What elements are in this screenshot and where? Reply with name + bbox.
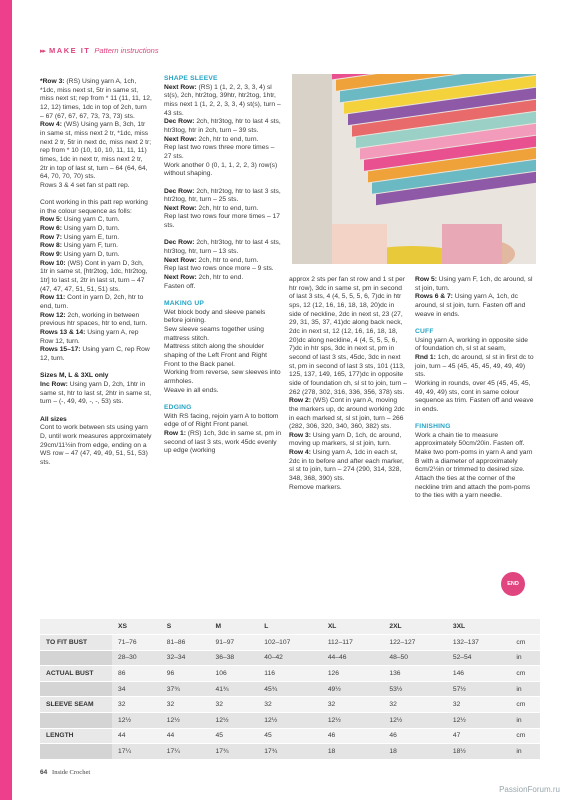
row-label: Dec Row: [164,187,195,195]
instruction-paragraph [164,343,282,369]
measurement-value: 86 [112,666,161,682]
row-text: Working in rounds, over 45 (45, 45, 45, 49, 49, 49) sts, cont in same colour sequence as trim. Fasten off and weave in ends. [415,379,534,413]
size-header-cell: 2XL [383,619,447,635]
instruction-paragraph [164,213,282,230]
size-row [40,650,540,666]
instruction-paragraph [164,326,282,343]
row-label: Row 11: [40,294,66,302]
section-heading: FINISHING [415,423,451,431]
row-text: (WS) Cont in yarn D, 3ch, 1tr in same st, [htr2tog, 1dc, htr2tog, 1tr] to last st, 2tr in last st, turn – 47 (47, 47, 47, 51, 51, 51) sts. [40,259,148,293]
row-label: Next Row: [164,135,197,143]
paragraph-gap [40,364,152,373]
measurement-value: 49½ [322,681,384,697]
size-row [40,744,540,760]
instructions-column-2 [164,75,282,456]
section-heading: CUFF [415,327,434,335]
measurement-label: TO FIT BUST [40,635,112,651]
row-label: Row 8: [40,242,62,250]
measurement-value: 17¾ [210,744,259,760]
row-text: With RS facing, rejoin yarn A to bottom edge of of Right Front panel. [164,412,279,429]
instruction-paragraph [40,234,152,243]
measurement-value: 44 [161,728,210,744]
instruction-paragraph [164,136,282,145]
size-header-cell: M [210,619,259,635]
row-label: Row 12: [40,311,66,319]
row-text: 2ch, htr to end, turn. [196,204,259,212]
section-subtitle: Pattern instructions [94,46,159,55]
row-text: Using yarn F, turn. [61,242,119,250]
row-text: Using yarn E, turn. [61,233,120,241]
measurement-value: 45 [258,728,322,744]
row-label: Sizes M, L & 3XL only [40,372,109,380]
row-text: 2ch, htr to end. [196,274,244,282]
measurement-label [40,650,112,666]
watermark: PassionForum.ru [499,785,560,794]
cardigan-sleeve-illustration [292,74,536,264]
unit-cell: cm [510,635,540,651]
instruction-paragraph [164,283,282,292]
row-text: Using yarn A, working in opposite side of foundation ch, sl st at seam, [415,336,529,353]
paragraph-gap [164,231,282,240]
instruction-paragraph [415,337,535,354]
row-label: Row 5: [40,216,62,224]
measurement-value: 132–137 [447,635,511,651]
unit-cell: in [510,681,540,697]
instruction-paragraph [415,293,535,319]
measurement-value: 112–117 [322,635,384,651]
row-text: Work a chain tie to measure approximately 50cm/20in. Fasten off. [415,431,525,448]
row-text: 2ch, htr to end, turn. [196,256,259,264]
row-label: Rnd 1: [415,353,436,361]
row-text: Rows 3 & 4 set fan st patt rep. [40,181,130,189]
instruction-paragraph [40,199,152,216]
magazine-name: Inside Crochet [52,769,91,776]
measurement-value: 12½ [258,713,322,729]
section-heading: EDGING [164,403,192,411]
row-label: Row 5: [415,276,437,283]
row-text: approx 2 sts per fan st row and 1 st per htr row), 3dc in same st, pm in second of last 3 sts, 4 (4, 5, 5, 5, 6, 7)dc in htr sps, 12 (12, 16, 16, 18, 18, 20)dc in side of neckline, 2dc in next st, 23 (27, 29, 31, 35, 37, 41)dc along back neck, 2dc in next st, 12 (12, 16, 16, 18, 18, 20)dc along neckline, 4 (4, 5, 5, 5, 6, 7)dc in htr sps, 3dc in next st, pm in second of last 3 sts, 45dc, 3dc in next st, pm in second of last 3 sts, 101 (113, 125, 137, 149, 165, 177)dc in opposite side of foundation ch, sl st to join, turn – 262 (278, 302, 316, 336, 356, 378) sts. [289,276,407,396]
paragraph-gap [40,407,152,416]
size-header-cell: 3XL [447,619,511,635]
instruction-paragraph [164,274,282,283]
measurement-value: 32 [322,697,384,713]
measurement-value: 46 [383,728,447,744]
instruction-paragraph [164,118,282,135]
row-text: 2ch, working in between previous htr spaces, htr to end, turn. [40,311,148,328]
measurement-value: 32 [383,697,447,713]
page-number: 64 [40,769,48,776]
row-label: Next Row: [164,83,197,91]
size-header-cell: L [258,619,322,635]
instruction-paragraph [40,121,152,182]
row-label: Row 4: [40,121,62,129]
row-label: Next Row: [164,204,197,212]
instructions-column-3 [289,276,407,492]
instruction-paragraph [164,369,282,386]
size-header-row [40,619,540,635]
row-text: Using yarn A, 1ch, dc around, sl st join, turn. Fasten off and weave in ends. [415,293,526,318]
unit-cell: cm [510,697,540,713]
instruction-paragraph [289,484,407,493]
measurement-value: 91–97 [210,635,259,651]
measurement-value: 17¼ [161,744,210,760]
cardigan-photo [292,74,536,264]
instruction-paragraph [415,380,535,415]
size-row [40,728,540,744]
measurement-value: 17¾ [258,744,322,760]
measurement-label: SLEEVE SEAM [40,697,112,713]
instruction-paragraph [415,432,535,449]
size-header-cell [510,619,540,635]
row-text: Remove markers. [289,483,342,491]
row-text: Mattress stitch along the shoulder shaping of the Left Front and Right Front to the Back panel. [164,343,267,368]
measurement-value: 116 [258,666,322,682]
instruction-paragraph [40,329,152,346]
pink-edge-bar [0,0,12,800]
measurement-value: 41¾ [210,681,259,697]
measurement-label [40,713,112,729]
section-title: MAKE IT [49,46,91,55]
row-text: Using yarn A, 1dc in each st, 2dc in to before and after each marker, sl st to join, turn – 274 (290, 314, 328, 348, 368, 390) sts. [289,449,404,483]
paragraph-gap [164,179,282,188]
paragraph-gap [164,291,282,300]
measurement-value: 32 [112,697,161,713]
measurement-value: 18 [383,744,447,760]
row-label: Row 1: [164,429,186,437]
paragraph-gap [415,414,535,423]
instruction-paragraph [289,276,407,397]
row-text: Rep last two rows three more times – 27 sts. [164,144,275,160]
instruction-paragraph [164,162,282,179]
measurement-value: 32 [258,697,322,713]
measurement-value: 126 [322,666,384,682]
measurement-value: 18½ [447,744,511,760]
instruction-paragraph [164,265,282,274]
end-badge: END [501,572,525,596]
size-header-cell: XS [112,619,161,635]
measurement-value: 102–107 [258,635,322,651]
measurement-value: 53½ [383,681,447,697]
measurement-value: 40–42 [258,650,322,666]
row-text: Make two pom-poms in yarn A and yarn B with a diameter of approximately 6cm/2½in or trimmed to desired size. [415,449,533,474]
instruction-paragraph [164,239,282,256]
measurement-value: 12½ [383,713,447,729]
instruction-paragraph [40,78,152,121]
instruction-paragraph [164,144,282,161]
size-row [40,666,540,682]
row-text: Weave in all ends. [164,386,219,394]
unit-cell: cm [510,728,540,744]
row-label: *Row 3: [40,78,65,85]
instruction-paragraph [40,260,152,295]
row-text: Cont working in this patt rep working in the colour sequence as folls: [40,199,148,215]
row-label: Row 9: [40,251,62,259]
unit-cell: in [510,650,540,666]
paragraph-gap [164,395,282,404]
measurement-label [40,744,112,760]
instruction-paragraph [164,413,282,430]
measurement-value: 34 [112,681,161,697]
measurement-value: 36–38 [210,650,259,666]
instruction-paragraph [164,309,282,326]
size-header-cell: S [161,619,210,635]
instruction-paragraph [40,225,152,234]
row-text: Using yarn A, rep Row 12, turn. [40,329,139,345]
instruction-paragraph [289,432,407,449]
instruction-paragraph [40,216,152,225]
instruction-paragraph [164,205,282,214]
measurement-value: 12½ [322,713,384,729]
measurement-value: 12½ [447,713,511,729]
row-label: Rows 15–17: [40,346,81,354]
row-text: Fasten off. [164,282,196,290]
row-label: Row 3: [289,431,311,439]
row-text: Rep last two rows four more times – 17 sts. [164,213,280,230]
section-header [40,46,159,55]
measurement-value: 146 [447,666,511,682]
size-table [40,619,540,760]
instruction-paragraph [164,257,282,266]
row-text: Using yarn D, turn. [61,251,120,259]
measurement-value: 45 [210,728,259,744]
size-row [40,635,540,651]
instruction-paragraph [164,188,282,205]
row-text: Attach the ties at the corner of the neckline trim and attach the pom-poms to the ties with a yarn needle. [415,475,531,500]
size-row [40,697,540,713]
row-text: Working from reverse, sew sleeves into armholes. [164,369,281,385]
unit-cell: cm [510,666,540,682]
instruction-paragraph [40,242,152,251]
row-label: Row 10: [40,259,66,267]
measurement-value: 71–76 [112,635,161,651]
instruction-paragraph [40,381,152,407]
row-label: Row 7: [40,233,62,241]
unit-cell: in [510,713,540,729]
row-text: Work another 0 (0, 1, 1, 2, 2, 3) row(s) without shaping. [164,161,278,178]
measurement-value: 32 [210,697,259,713]
instruction-paragraph [415,475,535,501]
instruction-paragraph [40,294,152,311]
double-arrow-icon: ▸▸ [40,47,46,55]
instructions-column-1 [40,78,152,467]
measurement-value: 136 [383,666,447,682]
paragraph-gap [40,191,152,200]
measurement-value: 45¾ [258,681,322,697]
row-label: All sizes [40,415,67,423]
row-text: Using yarn D, 2ch, 1htr in same st, htr to last st, 2htr in same st, turn – (-, 49, 49, -, -, 53) sts. [40,380,152,406]
instruction-paragraph [164,387,282,396]
measurement-value: 57½ [447,681,511,697]
row-text: 2ch, htr2tog, htr to last 3 sts, htr2tog, htr, turn – 25 sts. [164,187,281,204]
instruction-paragraph [164,84,282,119]
row-label: Row 2: [289,397,311,405]
row-label: Row 4: [289,449,311,457]
row-label: Row 6: [40,225,62,233]
row-label: Inc Row: [40,380,68,388]
instruction-paragraph [40,312,152,329]
section-heading: MAKING UP [164,300,205,308]
measurement-value: 18 [322,744,384,760]
instruction-paragraph [40,346,152,363]
measurement-value: 37¾ [161,681,210,697]
row-text: 2ch, htr3tog, htr to last 4 sts, htr3tog, htr, turn – 13 sts. [164,239,281,256]
row-label: Next Row: [164,256,197,264]
row-text: Using yarn F, 1ch, dc around, sl st join, turn. [415,276,533,292]
measurement-label: ACTUAL BUST [40,666,112,682]
measurement-value: 81–86 [161,635,210,651]
header-corner [40,619,112,635]
measurement-value: 48–50 [383,650,447,666]
instructions-column-4 [415,276,535,501]
measurement-value: 47 [447,728,511,744]
row-text: Using yarn D, turn. [61,225,120,233]
measurement-value: 32 [447,697,511,713]
size-row [40,681,540,697]
row-label: Rows 13 & 14: [40,329,86,337]
instruction-paragraph [40,416,152,425]
row-text: Rep last two rows once more – 9 sts. [164,265,274,273]
measurement-value: 17¼ [112,744,161,760]
page-footer [40,769,90,776]
instruction-paragraph [40,251,152,260]
measurement-value: 96 [161,666,210,682]
row-text: (WS) Using yarn B, 3ch, 1tr in same st, miss next 2 tr, *1dc, miss next 2 tr, 5tr in next dc, miss next 2 tr; rep from * 10 (10, 10, 10, 11, 11, 11) times, 1dc in next tr, miss next 2 tr, 2tr in top of last st, turn – 64 (64, 64, 64, 70, 70, 70) sts. [40,121,152,181]
instruction-paragraph [289,449,407,484]
measurement-value: 122–127 [383,635,447,651]
row-text: (RS) Using yarn A, 1ch, *1dc, miss next st, 5tr in same st, miss next st; rep from * 11 (11, 11, 12, 12, 12) times, 1dc in top of 2ch, turn – 67 (67, 67, 67, 73, 73, 73) sts. [40,78,152,120]
instruction-paragraph [415,449,535,475]
unit-cell: in [510,744,540,760]
instruction-paragraph [40,424,152,467]
row-text: Using yarn C, turn. [61,216,120,224]
row-text: Cont in yarn D, 2ch, htr to end, turn. [40,294,144,311]
size-row [40,713,540,729]
measurement-value: 32 [161,697,210,713]
row-label: Next Row: [164,274,197,282]
paragraph-gap [415,319,535,328]
row-text: (WS) Cont in yarn A, moving the markers up, dc around working 2dc in each marked st, sl st join, turn – 266 (282, 306, 320, 340, 360, 382) sts. [289,397,405,431]
row-label: Rows 6 & 7: [415,293,453,301]
section-heading: SHAPE SLEEVE [164,75,218,82]
row-text: (RS) 1ch, 3dc in same st, pm in second of last 3 sts, work 45dc evenly up edge (working [164,429,282,455]
instruction-paragraph [164,430,282,456]
measurement-value: 52–54 [447,650,511,666]
measurement-value: 46 [322,728,384,744]
row-label: Dec Row: [164,118,195,126]
row-text: 1ch, dc around, sl st in first dc to join, turn – 45 (45, 45, 45, 49, 49, 49) sts. [415,353,534,379]
row-text: Wet block body and sleeve panels before joining. [164,308,266,325]
measurement-value: 12½ [210,713,259,729]
row-text: Using yarn C, rep Row 12, turn. [40,346,150,362]
instruction-paragraph [40,372,152,381]
size-header-cell: XL [322,619,384,635]
row-text: Cont to work between sts using yarn D, until work measures approximately 29cm/11½in from edge, ending on a WS row – 47 (47, 49, 49, 51, 51, 53) sts. [40,424,152,466]
instruction-paragraph [289,397,407,432]
instruction-paragraph [415,354,535,380]
measurement-value: 28–30 [112,650,161,666]
row-text: Using yarn D, 1ch, dc around, moving up markers, sl st join, turn. [289,431,402,448]
row-label: Dec Row: [164,239,195,247]
measurement-value: 44 [112,728,161,744]
row-text: 2ch, htr3tog, htr to last 4 sts, htr3tog, htr in 2ch, turn – 39 sts. [164,118,281,134]
row-text: (RS) 1 (1, 2, 2, 3, 3, 4) sl st(s), 2ch, htr2tog, 39htr, htr2tog, 1htr, miss next 1 (1, 2, 2, 3, 3, 4) st(s), turn – 43 sts. [164,83,281,117]
measurement-value: 44–46 [322,650,384,666]
row-text: 2ch, htr to end, turn. [196,135,259,143]
measurement-value: 12½ [161,713,210,729]
measurement-value: 12½ [112,713,161,729]
measurement-label [40,681,112,697]
measurement-value: 106 [210,666,259,682]
measurement-value: 32–34 [161,650,210,666]
row-text: Sew sleeve seams together using mattress stitch. [164,325,264,342]
instruction-paragraph [415,276,535,293]
measurement-label: LENGTH [40,728,112,744]
instruction-paragraph [40,182,152,191]
